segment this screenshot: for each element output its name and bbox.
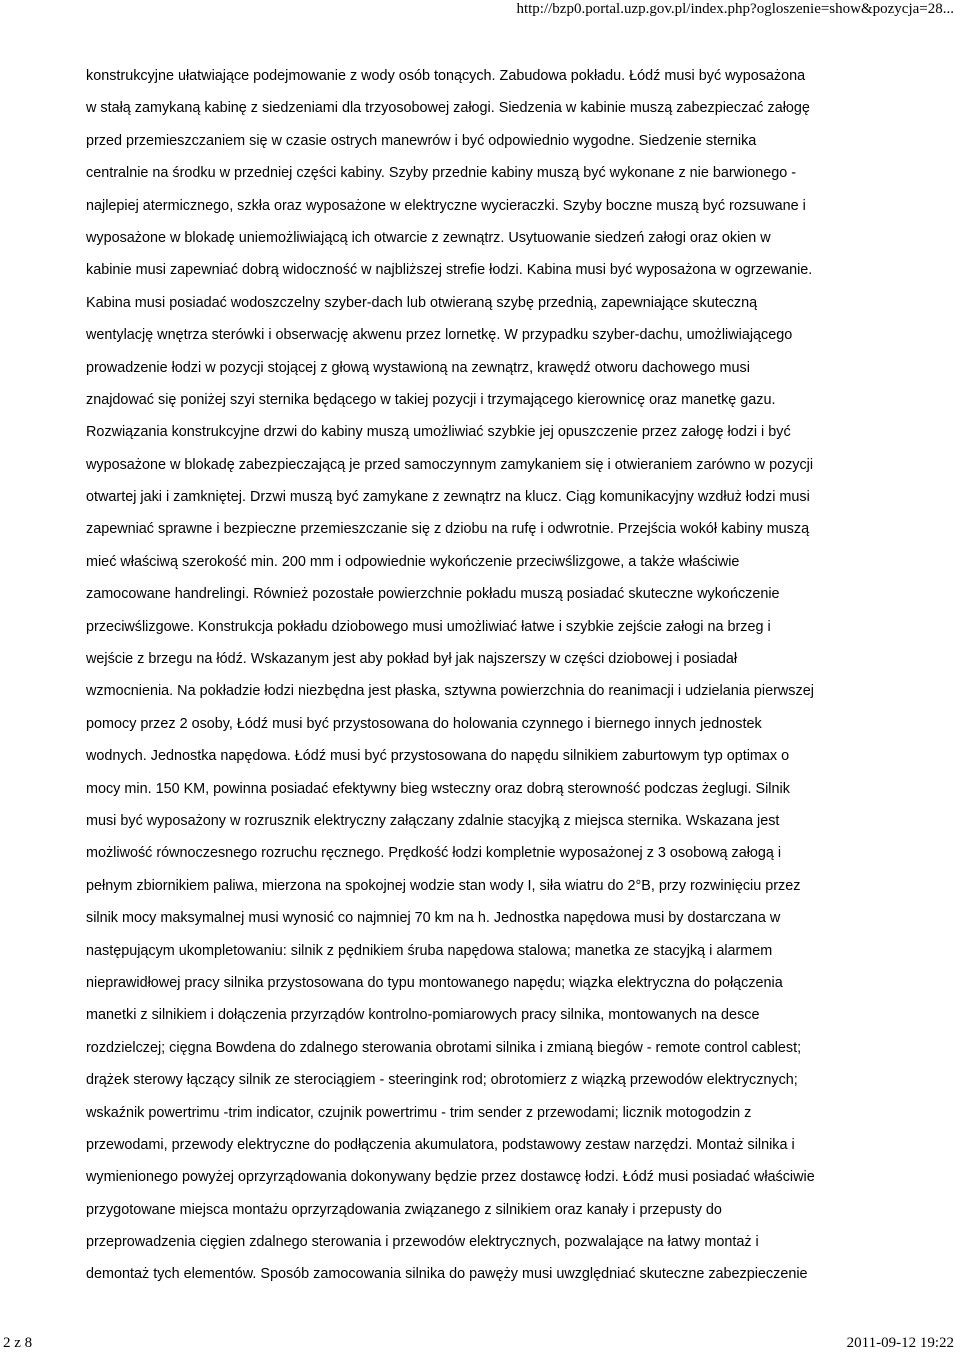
body-text-line: nieprawidłowej pracy silnika przystosowana do typu montowanego napędu; wiązka elektryczna do połączenia — [86, 974, 783, 991]
body-text-line: wodnych. Jednostka napędowa. Łódź musi być przystosowana do napędu silnikiem zaburtowym typ optimax o — [86, 748, 790, 765]
body-text-line: wyposażone w blokadę zabezpieczającą je przed samoczynnym zamykaniem się i otwieraniem zarówno w pozycji — [86, 456, 814, 473]
body-text-line: przewodami, przewody elektryczne do podłączenia akumulatora, podstawowy zestaw narzędzi. Montaż silnika i — [86, 1136, 795, 1153]
body-text-line: następującym ukompletowaniu: silnik z pędnikiem śruba napędowa stalowa; manetka ze stacyjką i alarmem — [86, 942, 773, 959]
body-text-line: silnik mocy maksymalnej musi wynosić co najmniej 70 km na h. Jednostka napędowa musi by dostarczana w — [86, 910, 781, 927]
body-text-line: wskaźnik powertrimu -trim indicator, czujnik powertrimu - trim sender z przewodami; licznik motogodzin z — [86, 1104, 752, 1121]
body-text-line: wejście z brzegu na łódź. Wskazanym jest aby pokład był jak najszerszy w części dziobowej i posiadał — [86, 651, 738, 668]
page-number: 2 z 8 — [3, 1335, 33, 1351]
body-text-line: prowadzenie łodzi w pozycji stojącej z głową wystawioną na zewnątrz, krawędź otworu dachowego musi — [86, 359, 750, 376]
body-text-line: pomocy przez 2 osoby, Łódź musi być przystosowana do holowania czynnego i biernego innych jednostek — [86, 715, 762, 732]
body-text-line: wentylację wnętrza sterówki i obserwację akwenu przez lornetkę. W przypadku szyber-dachu, umożliwiającego — [86, 327, 793, 344]
body-text-line: przed przemieszczaniem się w czasie ostrych manewrów i być odpowiednio wygodne. Siedzenie sternika — [86, 132, 757, 149]
body-text-line: manetki z silnikiem i dołączenia przyrządów kontrolno-pomiarowych pracy silnika, montowanych na desce — [86, 1007, 760, 1024]
body-text-line: centralnie na środku w przedniej części kabiny. Szyby przednie kabiny muszą być wykonane z nie barwionego - — [86, 165, 797, 182]
body-text-line: wymienionego powyżej oprzyrządowania dokonywany będzie przez dostawcę łodzi. Łódź musi posiadać właściwie — [86, 1169, 815, 1186]
body-text-line: przeciwślizgowe. Konstrukcja pokładu dziobowego musi umożliwiać łatwe i szybkie zejście załogi na brzeg i — [86, 618, 771, 635]
body-text-line: możliwość równoczesnego rozruchu ręcznego. Prędkość łodzi kompletnie wyposażonej z 3 osobową załogą i — [86, 845, 782, 862]
body-text-line: zamocowane handrelingi. Również pozostałe powierzchnie pokładu muszą posiadać skuteczne wykończenie — [86, 586, 780, 603]
body-text-line: w stałą zamykaną kabinę z siedzeniami dla trzyosobowej załogi. Siedzenia w kabinie muszą zabezpieczać załogę — [86, 100, 810, 117]
body-text-line: wyposażone w blokadę uniemożliwiającą ich otwarcie z zewnątrz. Usytuowanie siedzeń załogi oraz okien w — [86, 229, 771, 246]
body-text-line: przeprowadzenia cięgien zdalnego sterowania i przewodów elektrycznych, pozwalające na łatwy montaż i — [86, 1234, 759, 1251]
body-text-line: demontaż tych elementów. Sposób zamocowania silnika do pawęży musi uwzględniać skuteczne zabezpieczenie — [86, 1266, 808, 1283]
body-text-line: najlepiej atermicznego, szkła oraz wyposażone w elektryczne wycieraczki. Szyby boczne muszą być rozsuwane i — [86, 197, 806, 214]
body-text-line: drążek sterowy łączący silnik ze sterociągiem - steeringink rod; obrotomierz z wiązką przewodów elektrycznych; — [86, 1072, 798, 1089]
body-text-line: przygotowane miejsca montażu oprzyrządowania związanego z silnikiem oraz kanały i przepusty do — [86, 1201, 722, 1218]
body-text-line: konstrukcyjne ułatwiające podejmowanie z wody osób tonących. Zabudowa pokładu. Łódź musi być wyposażona — [86, 68, 806, 84]
body-text-line: rozdzielczej; cięgna Bowdena do zdalnego sterowania obrotami silnika i zmianą biegów - remote control cablest; — [86, 1039, 802, 1056]
body-text-line: otwartej jaki i zamkniętej. Drzwi muszą być zamykane z zewnątrz na klucz. Ciąg komunikacyjny wzdłuż łodzi musi — [86, 489, 810, 506]
page-url-header: http://bzp0.portal.uzp.gov.pl/index.php?ogloszenie=show&pozycja=28... — [516, 1, 954, 17]
body-text-line: znajdować się poniżej szyi sternika będącego w takiej pozycji i trzymającego kierownicę oraz manetkę gazu. — [86, 391, 776, 408]
body-text-line: wzmocnienia. Na pokładzie łodzi niezbędna jest płaska, sztywna powierzchnia do reanimacji i udzielania pierwszej — [86, 683, 814, 700]
body-text-line: Rozwiązania konstrukcyjne drzwi do kabiny muszą umożliwiać szybkie jej opuszczenie przez załogę łodzi i być — [86, 424, 791, 441]
print-datetime: 2011-09-12 19:22 — [846, 1335, 954, 1351]
body-text-line: kabinie musi zapewniać dobrą widoczność w najbliższej strefie łodzi. Kabina musi być wyposażona w ogrzewanie. — [86, 262, 813, 279]
body-text-line: zapewniać sprawne i bezpieczne przemieszczanie się z dziobu na rufę i odwrotnie. Przejścia wokół kabiny muszą — [86, 521, 810, 538]
document-body — [86, 60, 886, 1291]
body-text-line: mocy min. 150 KM, powinna posiadać efektywny bieg wsteczny oraz dobrą sterowność podczas żeglugi. Silnik — [86, 780, 790, 797]
body-text-line: Kabina musi posiadać wodoszczelny szyber-dach lub otwieraną szybę przednią, zapewniające skuteczną — [86, 294, 758, 311]
body-text-line: musi być wyposażony w rozrusznik elektryczny załączany zdalnie stacyjką z miejsca sternika. Wskazana jest — [86, 812, 780, 829]
body-text-line: mieć właściwą szerokość min. 200 mm i odpowiednie wykończenie przeciwślizgowe, a także właściwie — [86, 553, 740, 570]
body-text-line: pełnym zbiornikiem paliwa, mierzona na spokojnej wodzie stan wody I, siła wiatru do 2°B, przy rozwinięciu przez — [86, 877, 801, 894]
